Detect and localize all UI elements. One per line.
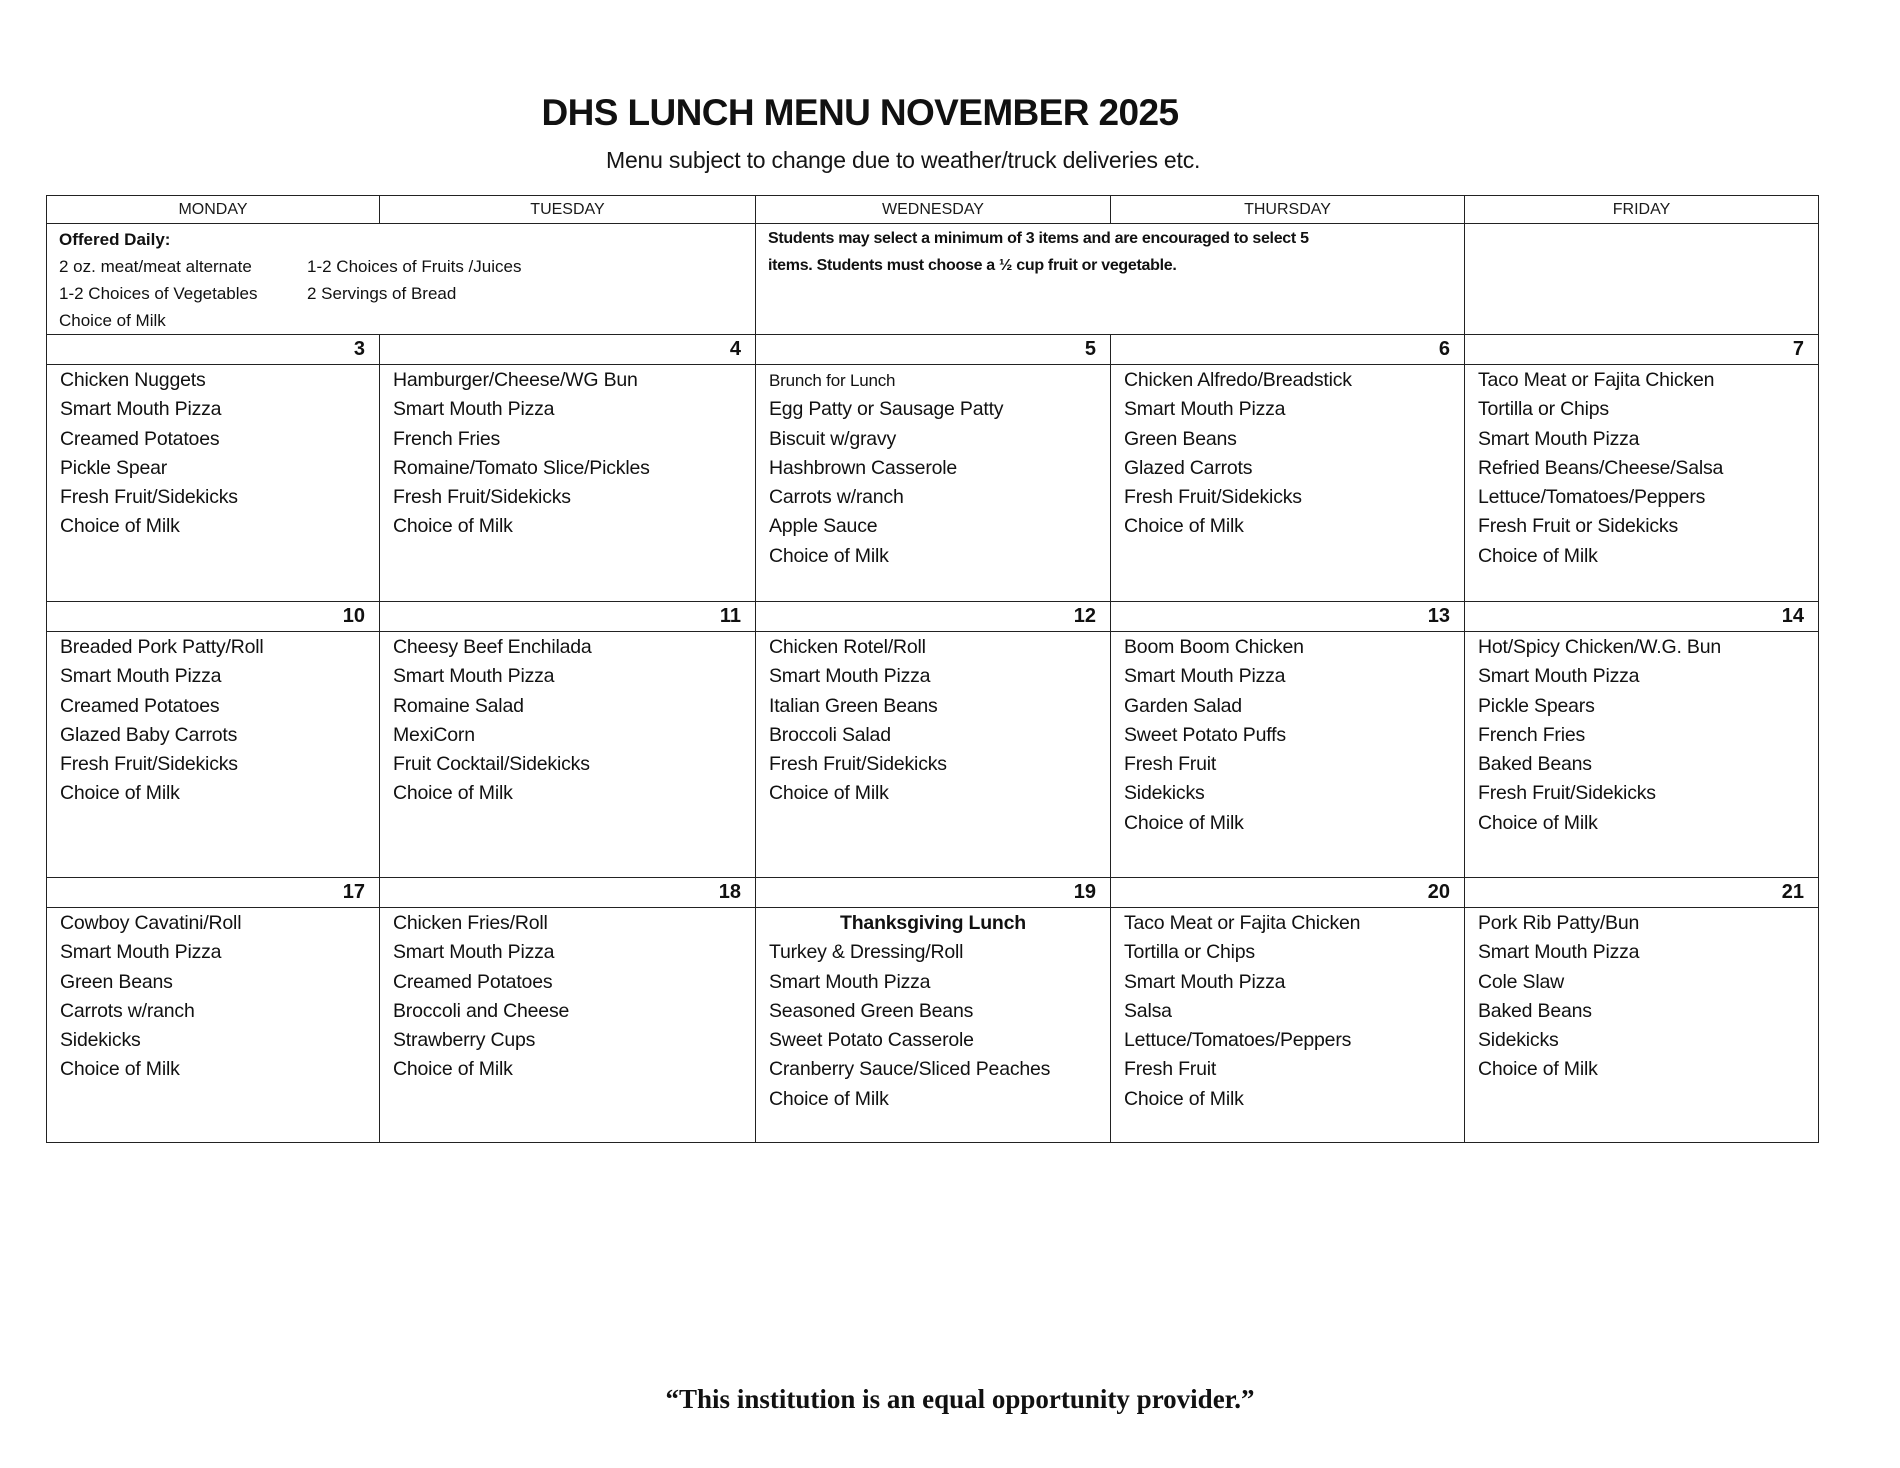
header-tuesday: TUESDAY (380, 196, 756, 224)
menu-item: Cowboy Cavatini/Roll (60, 912, 242, 934)
date-number: 17 (47, 878, 380, 908)
students-note-line: items. Students must choose a ½ cup fruit or vegetable. (768, 257, 1177, 274)
menu-item: Taco Meat or Fajita Chicken (1478, 369, 1715, 391)
offered-item: Choice of Milk (59, 311, 166, 330)
menu-item: Brunch for Lunch (769, 371, 896, 390)
friday-info-cell-empty (1465, 224, 1819, 335)
page-title: DHS LUNCH MENU NOVEMBER 2025 (541, 92, 1179, 133)
menu-item: Smart Mouth Pizza (1124, 398, 1286, 421)
info-row (47, 224, 1819, 335)
menu-item: Chicken Alfredo/Breadstick (1124, 369, 1352, 391)
menu-item: Creamed Potatoes (60, 694, 220, 717)
header-monday: MONDAY (47, 196, 380, 224)
menu-item: Choice of Milk (393, 1058, 513, 1081)
menu-item: Green Beans (60, 970, 173, 993)
menu-item: Broccoli and Cheese (393, 999, 570, 1022)
menu-item: Choice of Milk (1124, 1087, 1244, 1110)
menu-item: Choice of Milk (1124, 811, 1244, 834)
menu-item: Pickle Spears (1478, 694, 1595, 717)
equal-opportunity-statement: “This institution is an equal opportunity provider.” (665, 1384, 1255, 1414)
menu-item: Boom Boom Chicken (1124, 636, 1304, 658)
menu-item: Carrots w/ranch (60, 999, 195, 1022)
day-menu (47, 908, 380, 1143)
date-number: 14 (1465, 602, 1819, 632)
day-menu (380, 632, 756, 878)
menu-item: MexiCorn (393, 723, 475, 746)
menu-item: Breaded Pork Patty/Roll (60, 636, 264, 658)
menu-item: Choice of Milk (769, 544, 889, 567)
date-number: 21 (1465, 878, 1819, 908)
date-number: 18 (380, 878, 756, 908)
menu-item: Sidekicks (1124, 782, 1205, 805)
date-row-week-1 (47, 335, 1819, 365)
day-menu (1111, 365, 1465, 602)
date-row-week-3 (47, 878, 1819, 908)
menu-item: Pork Rib Patty/Bun (1478, 912, 1640, 934)
menu-item: Smart Mouth Pizza (60, 398, 222, 421)
offered-daily-line (59, 307, 755, 334)
menu-item: Fresh Fruit/Sidekicks (60, 753, 238, 776)
menu-item: Chicken Fries/Roll (393, 912, 548, 934)
students-note-cell (756, 224, 1465, 335)
offered-daily-line (59, 253, 755, 280)
menu-item: Thanksgiving Lunch (840, 912, 1026, 934)
day-menu (1111, 632, 1465, 878)
offered-item: 1-2 Choices of Vegetables (59, 284, 258, 303)
menu-item: Biscuit w/gravy (769, 427, 897, 450)
day-menu (380, 908, 756, 1143)
menu-item: Italian Green Beans (769, 694, 938, 717)
menu-item: Choice of Milk (60, 515, 180, 538)
menu-item: Choice of Milk (60, 782, 180, 805)
date-number: 6 (1111, 335, 1465, 365)
menu-item: Baked Beans (1478, 999, 1592, 1022)
offered-item: 1-2 Choices of Fruits /Juices (307, 257, 522, 276)
menu-item: Lettuce/Tomatoes/Peppers (1478, 486, 1706, 509)
menu-item: Fruit Cocktail/Sidekicks (393, 753, 590, 776)
day-menu (1465, 908, 1819, 1143)
menu-item: Garden Salad (1124, 694, 1242, 717)
menu-item: Choice of Milk (1478, 544, 1598, 567)
menu-item: Romaine/Tomato Slice/Pickles (393, 456, 650, 479)
date-number: 3 (47, 335, 380, 365)
menu-item: Pickle Spear (60, 456, 168, 479)
offered-item: 2 oz. meat/meat alternate (59, 257, 252, 276)
menu-item: Glazed Baby Carrots (60, 723, 238, 746)
menu-item: Chicken Nuggets (60, 369, 206, 391)
header-thursday: THURSDAY (1111, 196, 1465, 224)
menu-item: Smart Mouth Pizza (393, 398, 555, 421)
menu-item: Refried Beans/Cheese/Salsa (1478, 456, 1724, 479)
menu-item: Fresh Fruit/Sidekicks (60, 486, 238, 509)
offered-daily-cell (47, 224, 756, 335)
day-menu (1465, 632, 1819, 878)
menu-item: Choice of Milk (769, 782, 889, 805)
menu-item: Baked Beans (1478, 753, 1592, 776)
day-menu (756, 908, 1111, 1143)
menu-item: French Fries (1478, 723, 1586, 746)
menu-item: Smart Mouth Pizza (769, 970, 931, 993)
menu-item: Glazed Carrots (1124, 456, 1253, 479)
menu-item: Cheesy Beef Enchilada (393, 636, 592, 658)
menu-item: Sidekicks (60, 1029, 141, 1052)
header-friday: FRIDAY (1465, 196, 1819, 224)
menu-item: Sweet Potato Casserole (769, 1029, 974, 1052)
day-menu (380, 365, 756, 602)
menu-item: Choice of Milk (1478, 811, 1598, 834)
day-menu (1111, 908, 1465, 1143)
menu-item: Chicken Rotel/Roll (769, 636, 926, 658)
date-number: 11 (380, 602, 756, 632)
menu-item: Fresh Fruit/Sidekicks (769, 753, 947, 776)
menu-item: Smart Mouth Pizza (769, 665, 931, 688)
date-number: 13 (1111, 602, 1465, 632)
menu-item: Hot/Spicy Chicken/W.G. Bun (1478, 636, 1721, 658)
date-number: 4 (380, 335, 756, 365)
menu-item: Smart Mouth Pizza (1478, 427, 1640, 450)
menu-item: Salsa (1124, 999, 1172, 1022)
offered-daily-heading: Offered Daily: (59, 230, 171, 249)
day-menu (756, 632, 1111, 878)
menu-item: Apple Sauce (769, 515, 878, 538)
menu-item: Taco Meat or Fajita Chicken (1124, 912, 1361, 934)
menu-item: Choice of Milk (1478, 1058, 1598, 1081)
menu-row-week-1 (47, 365, 1819, 602)
weekday-header-row (47, 196, 1819, 224)
menu-item: Fresh Fruit (1124, 1058, 1217, 1081)
lunch-menu-calendar (46, 195, 1819, 1143)
menu-item: Choice of Milk (769, 1087, 889, 1110)
day-menu (756, 365, 1111, 602)
menu-item: Choice of Milk (1124, 515, 1244, 538)
menu-row-week-3 (47, 908, 1819, 1143)
date-number: 19 (756, 878, 1111, 908)
menu-row-week-2 (47, 632, 1819, 878)
menu-item: Fresh Fruit (1124, 753, 1217, 776)
menu-item: Broccoli Salad (769, 723, 891, 746)
menu-item: Smart Mouth Pizza (1124, 970, 1286, 993)
date-row-week-2 (47, 602, 1819, 632)
menu-item: Carrots w/ranch (769, 486, 904, 509)
menu-item: Fresh Fruit/Sidekicks (1124, 486, 1302, 509)
menu-item: Hashbrown Casserole (769, 456, 958, 479)
offered-item: 2 Servings of Bread (307, 284, 457, 303)
day-menu (47, 632, 380, 878)
menu-item: Smart Mouth Pizza (1478, 941, 1640, 964)
menu-item: Green Beans (1124, 427, 1237, 450)
menu-item: Tortilla or Chips (1124, 941, 1255, 964)
day-menu (1465, 365, 1819, 602)
menu-item: Choice of Milk (393, 515, 513, 538)
date-number: 5 (756, 335, 1111, 365)
menu-item: French Fries (393, 427, 501, 450)
menu-item: Choice of Milk (393, 782, 513, 805)
date-number: 7 (1465, 335, 1819, 365)
menu-item: Turkey & Dressing/Roll (769, 941, 964, 964)
date-number: 20 (1111, 878, 1465, 908)
menu-item: Smart Mouth Pizza (393, 941, 555, 964)
menu-item: Cranberry Sauce/Sliced Peaches (769, 1058, 1051, 1081)
menu-item: Tortilla or Chips (1478, 398, 1609, 421)
menu-item: Fresh Fruit/Sidekicks (1478, 782, 1656, 805)
page-subtitle: Menu subject to change due to weather/truck deliveries etc. (606, 147, 1201, 173)
offered-daily-line (59, 280, 755, 307)
students-note-line: Students may select a minimum of 3 items and are encouraged to select 5 (768, 230, 1309, 247)
menu-item: Smart Mouth Pizza (393, 665, 555, 688)
menu-item: Egg Patty or Sausage Patty (769, 398, 1004, 421)
menu-item: Cole Slaw (1478, 970, 1564, 993)
menu-item: Smart Mouth Pizza (1478, 665, 1640, 688)
menu-item: Lettuce/Tomatoes/Peppers (1124, 1029, 1352, 1052)
menu-item: Smart Mouth Pizza (1124, 665, 1286, 688)
menu-item: Fresh Fruit/Sidekicks (393, 486, 571, 509)
date-number: 12 (756, 602, 1111, 632)
menu-item: Sidekicks (1478, 1029, 1559, 1052)
day-menu (47, 365, 380, 602)
menu-item: Seasoned Green Beans (769, 999, 974, 1022)
menu-item: Sweet Potato Puffs (1124, 723, 1286, 746)
menu-item: Hamburger/Cheese/WG Bun (393, 369, 638, 391)
date-number: 10 (47, 602, 380, 632)
menu-item: Creamed Potatoes (60, 427, 220, 450)
menu-item: Strawberry Cups (393, 1029, 536, 1052)
menu-item: Choice of Milk (60, 1058, 180, 1081)
header-wednesday: WEDNESDAY (756, 196, 1111, 224)
menu-item: Romaine Salad (393, 694, 524, 717)
menu-item: Fresh Fruit or Sidekicks (1478, 515, 1678, 538)
menu-item: Creamed Potatoes (393, 970, 553, 993)
menu-item: Smart Mouth Pizza (60, 941, 222, 964)
menu-item: Smart Mouth Pizza (60, 665, 222, 688)
